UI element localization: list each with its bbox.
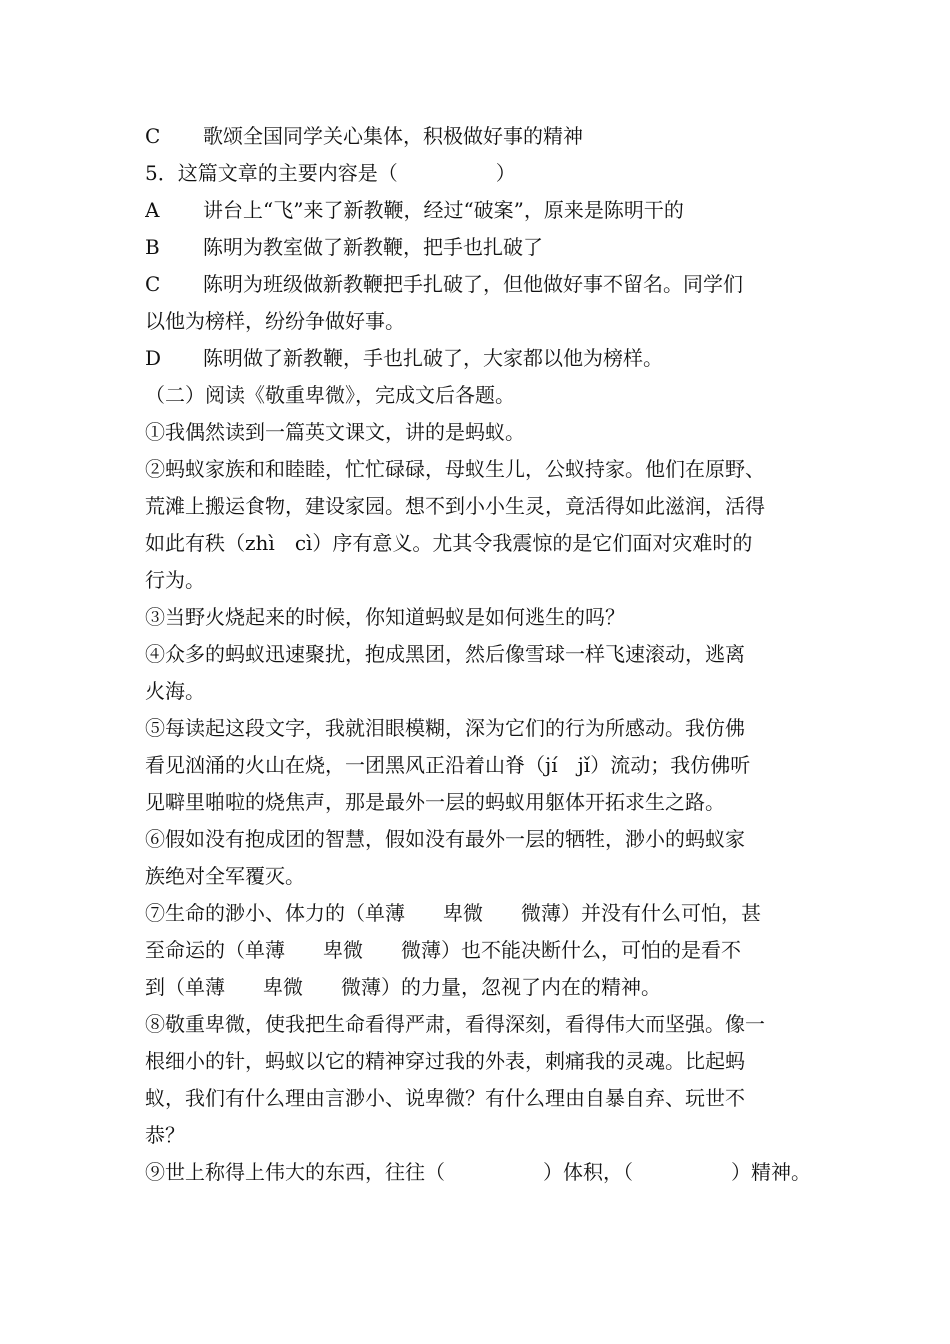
text-span: 微薄）并没有什么可怕，甚 — [521, 901, 761, 925]
text-span: 卑微 — [263, 975, 303, 999]
paragraph-2-line-4: 行为。 — [145, 568, 205, 592]
text-span: ）体积，（ — [543, 1160, 633, 1184]
paragraph-4-line-1: ④众多的蚂蚁迅速聚扰，抱成黑团，然后像雪球一样飞速滚动，逃离 — [145, 642, 745, 666]
q5-option-d — [145, 340, 815, 377]
paragraph-5-line-3: 见噼里啪啦的烧焦声，那是最外一层的蚂蚁用躯体开拓求生之路。 — [145, 790, 725, 814]
option-letter: A — [145, 198, 160, 222]
text-span: 微薄）的力量，忽视了内在的精神。 — [341, 975, 661, 999]
q4-option-c — [145, 118, 815, 155]
paragraph-7-line-3 — [145, 969, 815, 1006]
option-text: 陈明为班级做新教鞭把手扎破了，但他做好事不留名。同学们 — [203, 272, 743, 296]
paragraph-8-line-3: 蚁，我们有什么理由言渺小、说卑微？有什么理由自暴自弃、玩世不 — [145, 1086, 745, 1110]
document-body — [145, 118, 815, 1191]
q5-stem — [145, 155, 815, 192]
q5-stem-close: ） — [495, 161, 516, 185]
q5-option-c — [145, 266, 815, 303]
paragraph-7-line-1 — [145, 895, 815, 932]
paragraph-1: ①我偶然读到一篇英文课文，讲的是蚂蚁。 — [145, 420, 525, 444]
text-span: 到（单薄 — [145, 975, 225, 999]
option-text: 陈明做了新教鞭，手也扎破了，大家都以他为榜样。 — [203, 346, 663, 370]
paragraph-5-line-2: 看见汹涌的火山在烧，一团黑风正沿着山脊（jí jǐ）流动；我仿佛听 — [145, 753, 751, 777]
paragraph-6-line-2: 族绝对全军覆灭。 — [145, 864, 305, 888]
option-text: 陈明为教室做了新教鞭，把手也扎破了 — [203, 235, 543, 259]
option-letter: D — [145, 346, 162, 370]
q5-option-a — [145, 192, 815, 229]
paragraph-2-line-2: 荒滩上搬运食物，建设家园。想不到小小生灵，竟活得如此滋润，活得 — [145, 494, 765, 518]
paragraph-8-line-4: 恭？ — [145, 1123, 185, 1147]
option-letter: B — [145, 235, 160, 259]
paragraph-9 — [145, 1154, 815, 1191]
option-text: 歌颂全国同学关心集体，积极做好事的精神 — [203, 124, 583, 148]
paragraph-2-line-3: 如此有秩（zhì cì）序有意义。尤其令我震惊的是它们面对灾难时的 — [145, 531, 753, 555]
paragraph-6-line-1: ⑥假如没有抱成团的智慧，假如没有最外一层的牺牲，渺小的蚂蚁家 — [145, 827, 745, 851]
text-span: 微薄）也不能决断什么，可怕的是看不 — [401, 938, 741, 962]
q5-stem-text: 5．这篇文章的主要内容是（ — [145, 161, 398, 185]
text-span: 至命运的（单薄 — [145, 938, 285, 962]
text-span: 卑微 — [323, 938, 363, 962]
section-heading: （二）阅读《敬重卑微》，完成文后各题。 — [145, 383, 515, 407]
text-span: ）精神。 — [731, 1160, 811, 1184]
paragraph-4-line-2: 火海。 — [145, 679, 205, 703]
paragraph-7-line-2 — [145, 932, 815, 969]
paragraph-2-line-1: ②蚂蚁家族和和睦睦，忙忙碌碌，母蚁生儿，公蚁持家。他们在原野、 — [145, 457, 765, 481]
q5-option-c-cont: 以他为榜样，纷纷争做好事。 — [145, 309, 405, 333]
option-letter: C — [145, 272, 161, 296]
text-span: ⑦生命的渺小、体力的（单薄 — [145, 901, 405, 925]
text-span: 卑微 — [443, 901, 483, 925]
text-span: ⑨世上称得上伟大的东西，往往（ — [145, 1160, 445, 1184]
paragraph-5-line-1: ⑤每读起这段文字，我就泪眼模糊，深为它们的行为所感动。我仿佛 — [145, 716, 745, 740]
q5-option-b — [145, 229, 815, 266]
option-text: 讲台上“飞”来了新教鞭，经过“破案”，原来是陈明干的 — [203, 198, 684, 222]
paragraph-3: ③当野火烧起来的时候，你知道蚂蚁是如何逃生的吗？ — [145, 605, 625, 629]
paragraph-8-line-1: ⑧敬重卑微，使我把生命看得严肃，看得深刻，看得伟大而坚强。像一 — [145, 1012, 765, 1036]
paragraph-8-line-2: 根细小的针，蚂蚁以它的精神穿过我的外表，刺痛我的灵魂。比起蚂 — [145, 1049, 745, 1073]
option-letter: C — [145, 124, 161, 148]
